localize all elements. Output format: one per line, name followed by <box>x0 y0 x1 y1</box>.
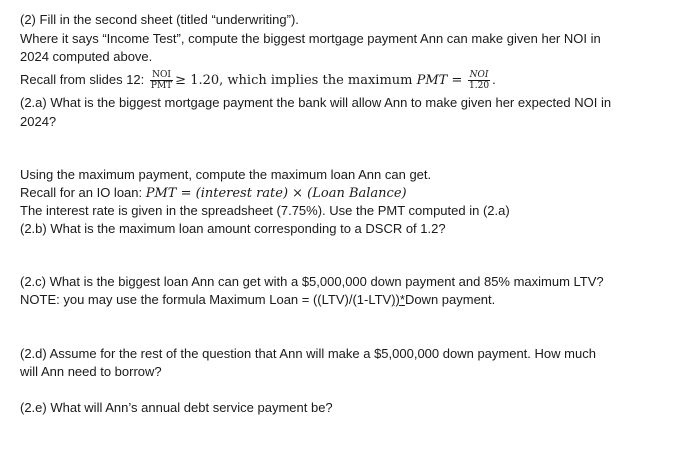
section-2-heading: (2) Fill in the second sheet (titled “underwriting”). <box>20 12 299 27</box>
dscr-recall-line <box>20 69 496 92</box>
ltv-note-tail: Down payment. <box>404 292 496 307</box>
interest-rate-note: The interest rate is given in the spreadsheet (7.75%). Use the PMT computed in (2.a) <box>20 203 510 218</box>
fraction-denominator: 1.20 <box>469 81 490 92</box>
question-2c: (2.c) What is the biggest loan Ann can get with a $5,000,000 down payment and 85% maximum LTV? <box>20 274 604 289</box>
noi-over-ratio-fraction <box>468 70 490 91</box>
recall-prefix: Recall from slides 12: <box>20 72 148 87</box>
io-recall-prefix: Recall for an IO loan: <box>20 185 146 200</box>
noi-over-pmt-fraction <box>150 70 173 91</box>
ltv-formula-note <box>20 291 495 308</box>
fraction-tail: . <box>492 72 496 87</box>
ltv-note-underlined: ))* <box>391 292 405 307</box>
inequality-text: ≥ 1.20, which implies the maximum <box>175 73 417 88</box>
fraction-numerator: NOI <box>150 70 173 81</box>
io-loan-formula: PMT = (interest rate) × (Loan Balance) <box>145 186 407 201</box>
pmt-equation: PMT = <box>416 73 463 88</box>
fraction-denominator: PMT <box>150 81 173 92</box>
section-2-instruction: Where it says “Income Test”, compute the biggest mortgage payment Ann can make given her NOI in <box>20 31 601 46</box>
question-2d: (2.d) Assume for the rest of the question that Ann will make a $5,000,000 down payment. How much <box>20 346 596 361</box>
question-2a-cont: 2024? <box>20 114 57 129</box>
question-2e: (2.e) What will Ann’s annual debt service payment be? <box>20 400 333 415</box>
question-2b: (2.b) What is the maximum loan amount corresponding to a DSCR of 1.2? <box>20 221 446 236</box>
question-2d-cont: will Ann need to borrow? <box>20 364 162 379</box>
ltv-note-text: NOTE: you may use the formula Maximum Loan = ((LTV)/(1-LTV <box>20 292 392 307</box>
section-2-instruction-cont: 2024 computed above. <box>20 49 153 64</box>
fraction-numerator: NOI <box>469 70 489 81</box>
io-loan-recall-line <box>20 184 407 202</box>
question-2a: (2.a) What is the biggest mortgage payment the bank will allow Ann to make given her expected NOI in <box>20 95 612 110</box>
section-2b-intro: Using the maximum payment, compute the maximum loan Ann can get. <box>20 167 432 182</box>
